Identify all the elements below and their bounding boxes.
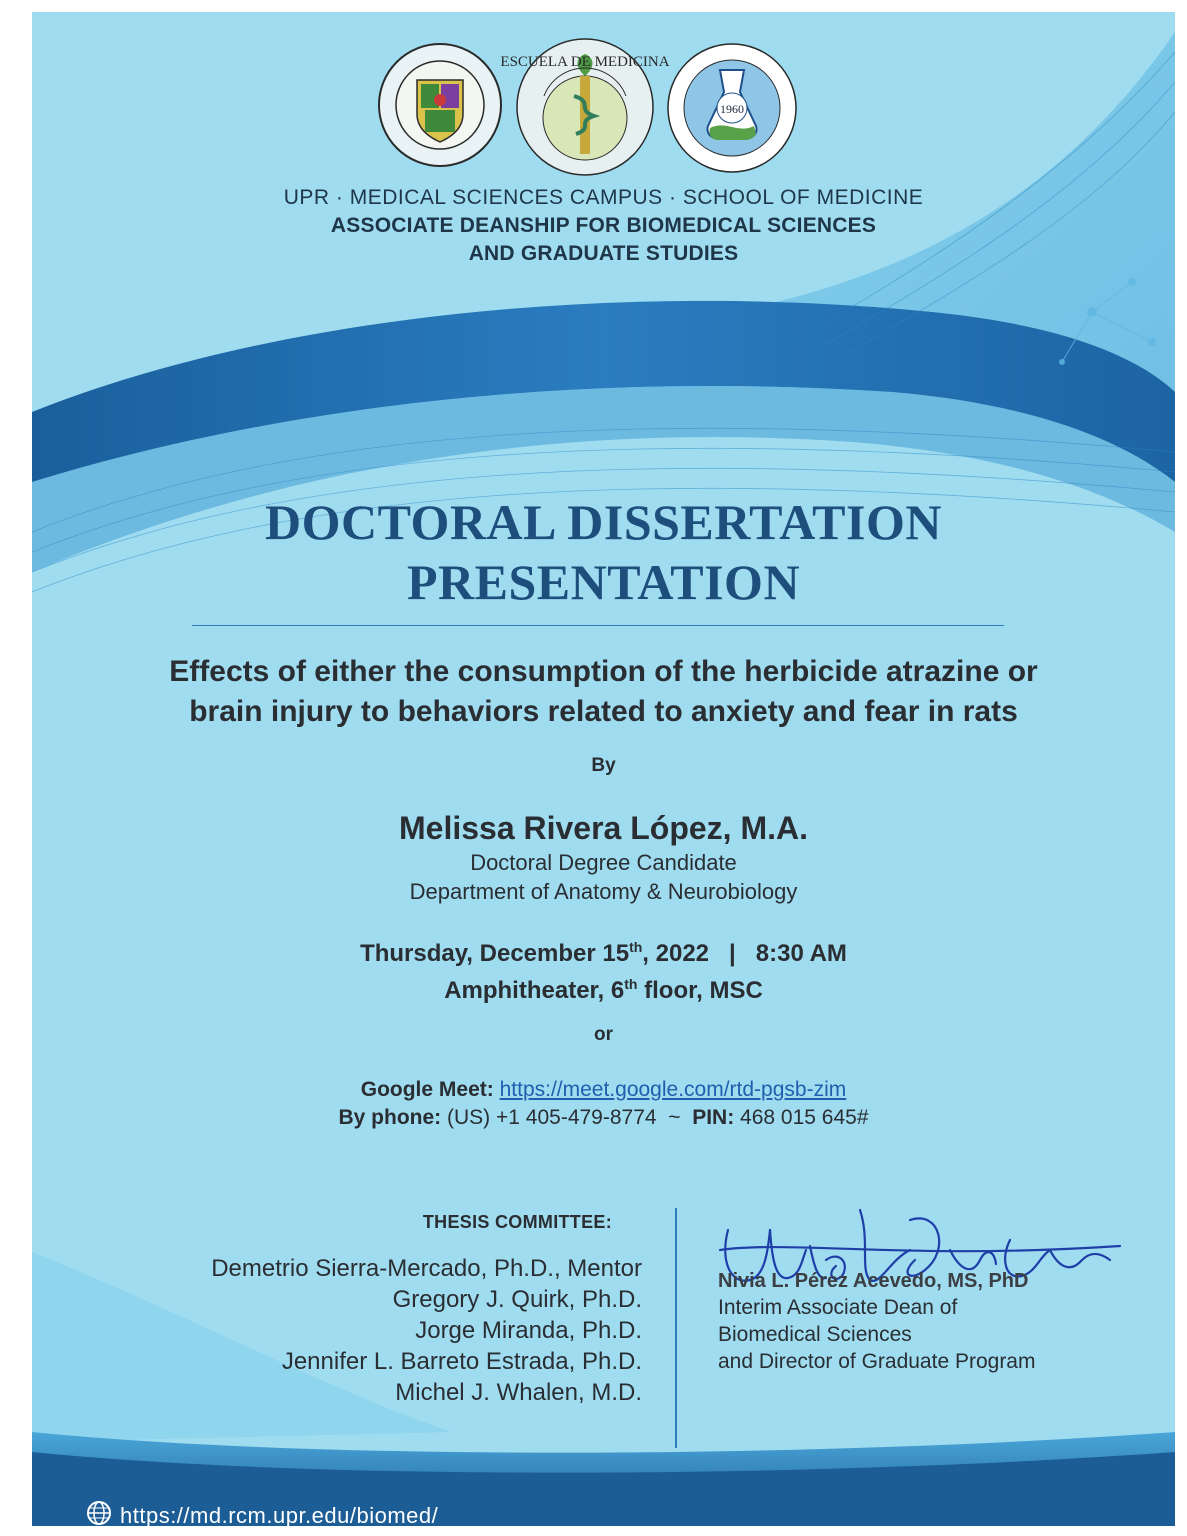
institution-campus: UPR · MEDICAL SCIENCES CAMPUS · SCHOOL OF MEDICINE	[283, 186, 924, 209]
svg-text:1960: 1960	[720, 102, 744, 116]
institution-deanship: ASSOCIATE DEANSHIP FOR BIOMEDICAL SCIENCES	[330, 214, 877, 237]
dean-title-line: and Director of Graduate Program	[718, 1350, 1036, 1373]
google-meet-line	[32, 1076, 1175, 1104]
vertical-divider	[675, 1208, 677, 1448]
time-text: 8:30 AM	[755, 940, 847, 967]
committee-member: Jorge Miranda, Ph.D.	[415, 1317, 642, 1344]
presenter-role: Doctoral Degree Candidate	[470, 850, 737, 875]
thesis-committee	[132, 1212, 642, 1408]
date-ordinal: th	[629, 939, 643, 955]
google-meet-label: Google Meet:	[360, 1078, 494, 1101]
division-ciencias-biomedicas-seal-logo	[666, 42, 798, 179]
location-text: Amphitheater, 6	[444, 977, 625, 1004]
by-label: By	[591, 755, 616, 776]
presenter-name: Melissa Rivera López, M.A.	[398, 810, 808, 846]
phone-pin-separator: ~	[668, 1106, 681, 1129]
page-title	[32, 492, 1175, 612]
dean-title-line: Interim Associate Dean of	[718, 1296, 958, 1319]
phone-line	[32, 1104, 1175, 1132]
dean-name: Nivia L. Pérez Acevedo, MS, PhD	[718, 1270, 1029, 1292]
escuela-medicina-seal-logo	[500, 36, 670, 183]
google-meet-link[interactable]: https://meet.google.com/rtd-pgsb-zim	[499, 1078, 847, 1101]
schedule-block	[32, 932, 1175, 1006]
committee-heading: THESIS COMMITTEE:	[422, 1212, 612, 1232]
location-ordinal: th	[624, 976, 638, 992]
title-divider	[192, 625, 1004, 626]
phone-label: By phone:	[338, 1106, 442, 1129]
rcm-seal-logo	[377, 42, 503, 173]
dean-title-line: Biomedical Sciences	[718, 1323, 912, 1346]
dissertation-title-line1: Effects of either the consumption of the herbicide atrazine or	[169, 655, 1038, 688]
page-title-line2: PRESENTATION	[406, 554, 801, 610]
or-label: or	[594, 1024, 613, 1045]
date-time-separator: |	[729, 940, 736, 967]
committee-member: Demetrio Sierra-Mercado, Ph.D., Mentor	[211, 1255, 642, 1282]
dissertation-title-line2: brain injury to behaviors related to anxiety and fear in rats	[189, 695, 1018, 728]
institution-graduate-studies: AND GRADUATE STUDIES	[468, 242, 739, 265]
location-rest: floor, MSC	[637, 977, 763, 1004]
date-text: Thursday, December 15	[360, 940, 630, 967]
pin-value: 468 015 645#	[740, 1106, 869, 1129]
phone-number: (US) +1 405-479-8774	[447, 1106, 657, 1129]
flyer-page	[32, 12, 1175, 1526]
page-title-line1: DOCTORAL DISSERTATION	[265, 494, 942, 550]
presenter-block	[32, 808, 1175, 906]
dean-block	[718, 1268, 1035, 1375]
date-year: , 2022	[642, 940, 710, 967]
committee-member: Jennifer L. Barreto Estrada, Ph.D.	[281, 1348, 642, 1375]
pin-label: PIN:	[692, 1106, 735, 1129]
committee-member: Michel J. Whalen, M.D.	[395, 1379, 642, 1406]
online-access-block	[32, 1076, 1175, 1132]
institution-header	[32, 184, 1175, 268]
date-time-line	[32, 932, 1175, 969]
footer-website[interactable]	[86, 1500, 438, 1532]
location-line	[32, 969, 1175, 1006]
globe-icon	[86, 1500, 112, 1532]
dissertation-title	[32, 652, 1175, 732]
logo-row	[32, 40, 1175, 180]
presenter-department: Department of Anatomy & Neurobiology	[409, 879, 798, 904]
footer-url-text[interactable]: https://md.rcm.upr.edu/biomed/	[120, 1503, 439, 1528]
svg-text:ESCUELA DE MEDICINA: ESCUELA DE MEDICINA	[500, 54, 670, 70]
committee-member: Gregory J. Quirk, Ph.D.	[392, 1286, 642, 1313]
